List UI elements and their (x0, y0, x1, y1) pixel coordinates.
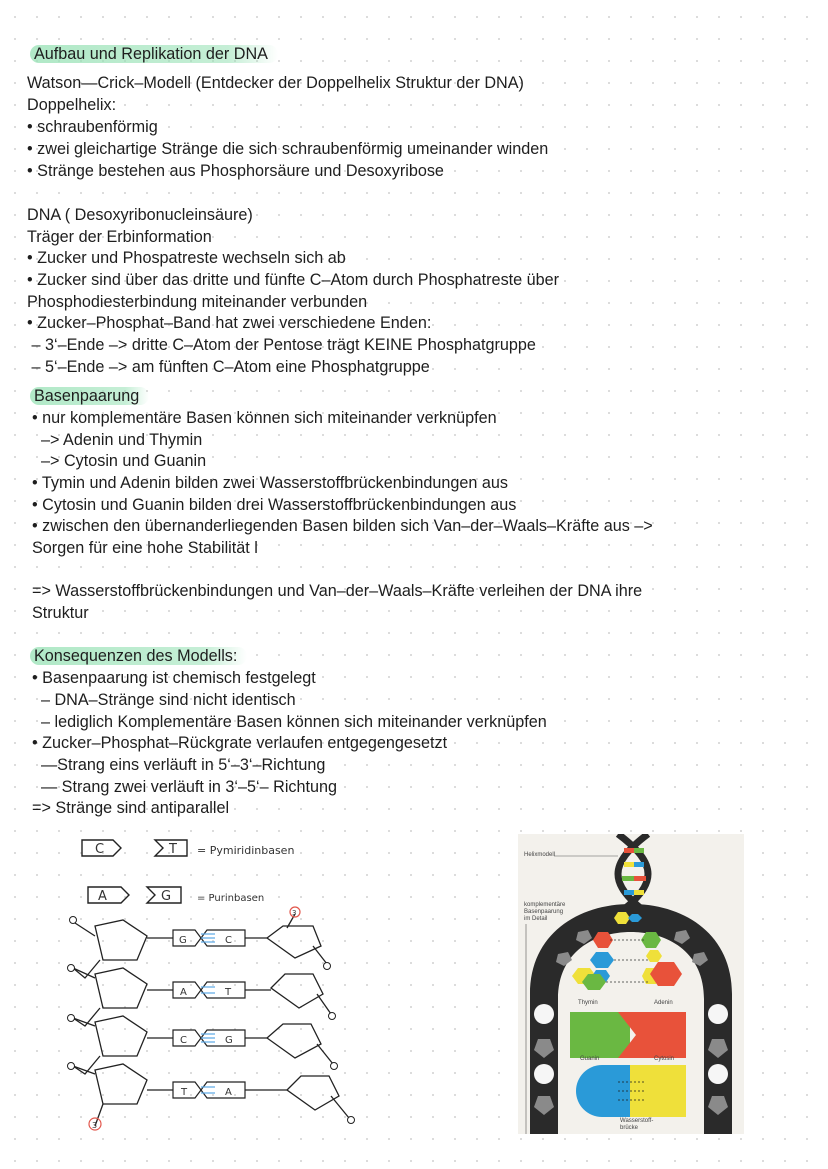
base-pair-row (147, 1030, 267, 1046)
section3-line: • zwischen den übernanderliegenden Basen bilden sich Van–der–Waals–Kräfte aus –> (32, 517, 653, 535)
photo-label-cytosin: Cytosin (654, 1056, 675, 1062)
sugar-pentagon (287, 1076, 339, 1110)
section1-bullet: • Stränge bestehen aus Phosphorsäure und Desoxyribose (27, 162, 444, 180)
photo-label-guanin: Guanin (580, 1056, 600, 1062)
phosphate-markers-right (290, 907, 355, 1124)
base-pair-row (147, 930, 267, 946)
base-pair-row (147, 1082, 287, 1098)
base-letter: T (181, 1087, 188, 1098)
base-letter: C (225, 935, 232, 946)
conclusion-line: => Wasserstoffbrückenbindungen und Van–der–Waals–Kräfte verleihen der DNA ihre (32, 582, 643, 600)
section3-line: –> Adenin und Thymin (32, 431, 203, 449)
section4-line: – DNA–Stränge sind nicht identisch (32, 691, 296, 709)
phosphate-circle (68, 1063, 75, 1070)
phosphate-circle (324, 963, 331, 970)
phosphate-circle (70, 917, 77, 924)
section3-heading: Basenpaarung (30, 387, 149, 405)
photo-label-detail: komplementäre Basenpaarung im Detail (524, 902, 566, 922)
end-marker-label: 3 (92, 1121, 98, 1130)
section2-line: – 5‘–Ende –> am fünften C–Atom eine Phosphatgruppe (27, 358, 430, 376)
sugar-pentagon (267, 1024, 321, 1058)
base-letter: T (225, 987, 232, 998)
section2-heading: DNA ( Desoxyribonucleinsäure) (27, 206, 253, 224)
section3-line: • Cytosin und Guanin bilden drei Wasserstoffbrückenbindungen aus (32, 496, 517, 514)
purine-legend (88, 887, 264, 904)
section3-line: • Tymin und Adenin bilden zwei Wasserstoffbrückenbindungen aus (32, 474, 508, 492)
base-pair-row (147, 982, 271, 998)
base-letter: C (180, 1035, 187, 1046)
section2-line: • Zucker und Phospatreste wechseln sich ab (27, 249, 346, 267)
base-left-shape (173, 1030, 201, 1046)
section2-line: Phosphodiesterbindung miteinander verbunden (27, 293, 368, 311)
base-arrow-shape (88, 887, 129, 903)
phosphate-circle (68, 965, 75, 972)
pyrimidine-legend (82, 840, 294, 857)
sugar-pentagon (267, 926, 321, 958)
sugar-pentagon (95, 1016, 147, 1056)
base-right-shape (201, 1082, 245, 1098)
section4-line: – lediglich Komplementäre Basen können sich miteinander verknüpfen (32, 713, 547, 731)
page-title: Aufbau und Replikation der DNA (30, 45, 278, 63)
section2-line: • Zucker–Phosphat–Band hat zwei verschiedene Enden: (27, 314, 432, 332)
base-letter: G (179, 935, 187, 946)
big-base-pairs (570, 1012, 686, 1117)
base-letter: G (161, 889, 172, 904)
section1-line1: Watson—Crick–Modell (Entdecker der Doppelhelix Struktur der DNA) (27, 74, 524, 92)
section2-line: Träger der Erbinformation (27, 228, 212, 246)
end-marker-label: 3 (292, 909, 297, 917)
section3-line: –> Cytosin und Guanin (32, 452, 207, 470)
left-backbone (73, 920, 147, 1126)
base-left-shape (173, 930, 201, 946)
pyrimidine-label: = Pymiridinbasen (197, 844, 295, 857)
sugar-pentagon (95, 1064, 147, 1104)
purine-label: = Purinbasen (197, 893, 265, 904)
section3-line: • nur komplementäre Basen können sich miteinander verknüpfen (32, 409, 497, 427)
section4-line: • Basenpaarung ist chemisch festgelegt (32, 669, 316, 687)
base-letter: A (180, 987, 187, 998)
dna-model-graphic (518, 834, 744, 1134)
phosphate-markers-left (68, 917, 102, 1131)
dna-model-photo (518, 834, 744, 1134)
phosphate-circle (68, 1015, 75, 1022)
dna-sketch-diagram (55, 828, 375, 1138)
section1-bullet: • zwei gleichartige Stränge die sich schraubenförmig umeinander winden (27, 140, 549, 158)
phosphate-circle (348, 1117, 355, 1124)
sugar-pentagon (95, 920, 147, 960)
base-letter: A (225, 1087, 232, 1098)
base-letter: G (225, 1035, 233, 1046)
base-left-shape (173, 982, 201, 998)
base-letter: T (169, 842, 177, 857)
sugar-pentagon (271, 974, 323, 1008)
section4-line: => Stränge sind antiparallel (32, 799, 230, 817)
section2-line: – 3‘–Ende –> dritte C–Atom der Pentose trägt KEINE Phosphatgruppe (27, 336, 536, 354)
section1-line2: Doppelhelix: (27, 96, 117, 114)
section3-line: Sorgen für eine hohe Stabilität l (32, 539, 258, 557)
section1-bullet: • schraubenförmig (27, 118, 158, 136)
conclusion-line: Struktur (32, 604, 89, 622)
section4-heading: Konsequenzen des Modells: (30, 647, 247, 665)
photo-label-helix: Helixmodell (524, 852, 556, 858)
photo-label-adenin: Adenin (654, 1000, 673, 1006)
sugar-pentagon (95, 968, 147, 1008)
base-letter: C (95, 842, 105, 857)
photo-label-thymin: Thymin (578, 1000, 598, 1006)
base-right-shape (201, 982, 245, 998)
section2-line: • Zucker sind über das dritte und fünfte C–Atom durch Phosphatreste über (27, 271, 560, 289)
photo-label-wasserstoff: Wasserstoff-brücke (620, 1118, 654, 1131)
section4-line: • Zucker–Phosphat–Rückgrate verlaufen entgegengesetzt (32, 734, 448, 752)
phosphate-circle (331, 1063, 338, 1070)
section4-line: — Strang zwei verläuft in 3‘–5‘– Richtung (32, 778, 338, 796)
right-backbone (267, 914, 349, 1118)
base-letter: A (98, 889, 107, 904)
phosphate-circle (329, 1013, 336, 1020)
section4-line: —Strang eins verläuft in 5‘–3‘–Richtung (32, 756, 326, 774)
